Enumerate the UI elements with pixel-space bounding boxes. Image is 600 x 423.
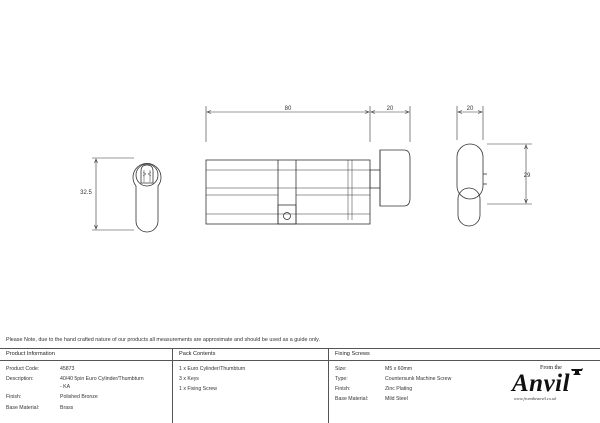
pack-item: 1 x Euro Cylinder/Thumbturn	[179, 366, 246, 372]
row-value: Polished Bronze	[60, 394, 98, 400]
logo-brand-text: Anvil	[512, 370, 571, 397]
row-value: 45873	[60, 366, 75, 372]
end-view	[457, 144, 487, 226]
measurement-note: Please Note, due to the hand crafted nature of our products all measurements are approximate and should be used as a guide only.	[6, 337, 320, 343]
row-value: Mild Steel	[385, 396, 408, 402]
row-value: 40/40 5pin Euro Cylinder/Thumbturn	[60, 376, 144, 382]
row-value: Zinc Plating	[385, 386, 413, 392]
row-value: Countersunk Machine Screw	[385, 376, 452, 382]
row-value: - KA	[60, 384, 71, 390]
row-label: Base Material:	[6, 405, 40, 411]
pack-contents-heading: Pack Contents	[173, 349, 329, 361]
row-label: Product Code:	[6, 366, 40, 372]
side-view	[206, 150, 410, 224]
front-height-dimension	[92, 158, 134, 230]
dim-label-side-width: 20	[466, 106, 474, 112]
dim-label-front-height: 32.5	[80, 190, 92, 196]
fixing-screws-heading: Fixing Screws	[329, 349, 600, 361]
product-information-heading: Product Information	[0, 349, 172, 361]
logo-from-text: From the	[540, 365, 562, 371]
pack-item: 3 x Keys	[179, 376, 199, 382]
pack-item: 1 x Fixing Screw	[179, 386, 218, 392]
row-label: Type:	[335, 376, 348, 382]
end-view-dimensions	[457, 106, 532, 204]
row-label: Base Material:	[335, 396, 369, 402]
row-label: Finish:	[335, 386, 351, 392]
product-information-column	[0, 349, 172, 423]
row-label: Description:	[6, 376, 34, 382]
front-view	[133, 163, 161, 232]
from-the-anvil-logo	[510, 365, 590, 409]
row-value: M5 x 60mm	[385, 366, 413, 372]
row-label: Finish:	[6, 394, 22, 400]
dim-label-overall-length: 80	[284, 106, 292, 112]
length-dimensions	[206, 106, 410, 142]
row-value: Brass	[60, 405, 74, 411]
anvil-icon	[570, 367, 584, 377]
row-label: Size:	[335, 366, 347, 372]
logo-website-text: www.fromtheanvil.co.uk	[514, 396, 557, 401]
dim-label-side-height: 29	[523, 173, 531, 179]
dim-label-thumbturn-length: 20	[386, 106, 394, 112]
pack-contents-column	[172, 349, 329, 423]
